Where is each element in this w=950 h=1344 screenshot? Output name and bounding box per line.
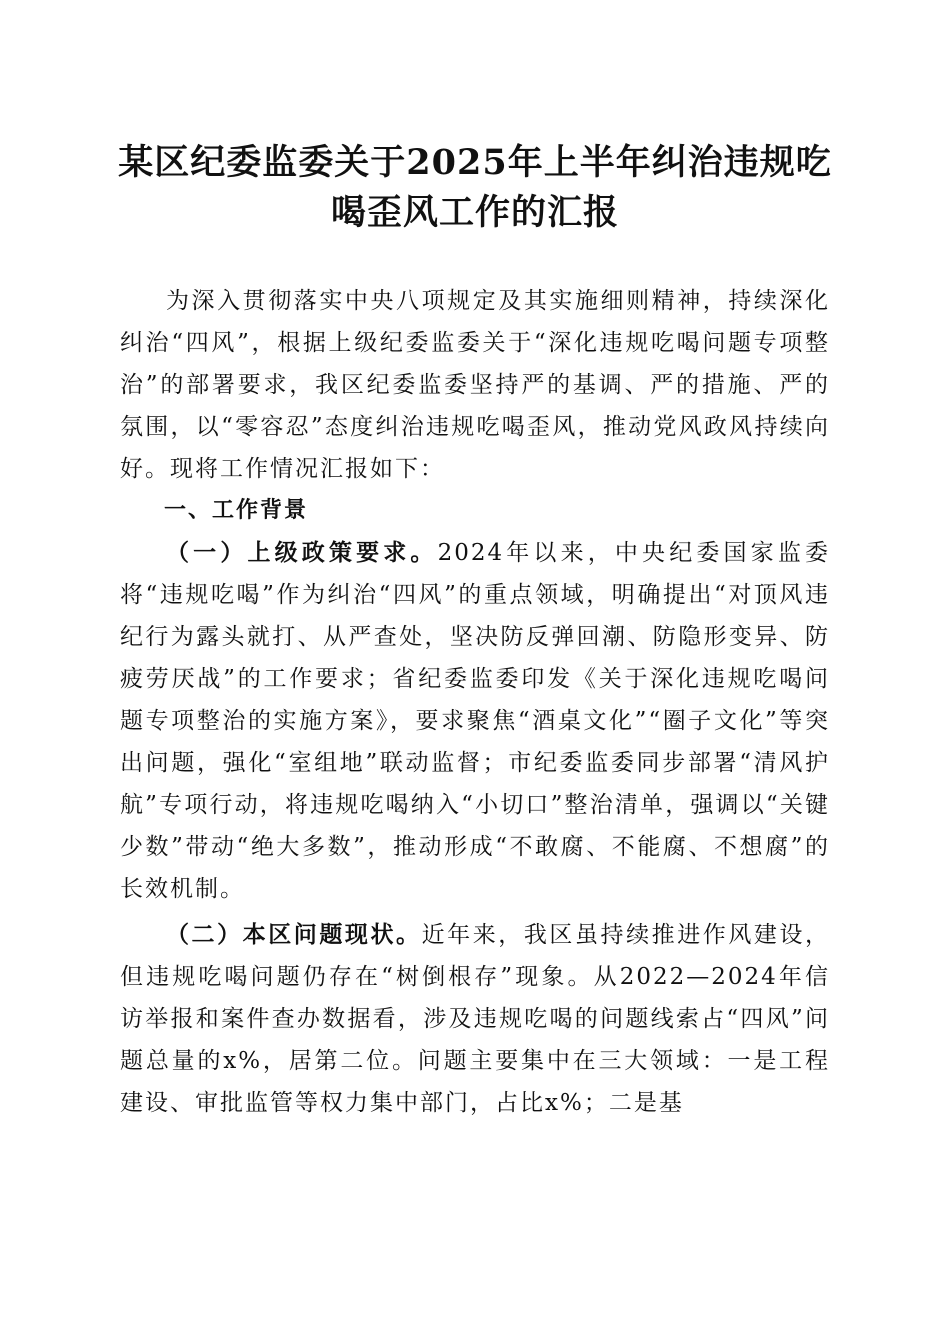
subsection-policy-label: （一）上级政策要求。 (166, 539, 438, 566)
subsection-policy-text: 2024年以来，中央纪委国家监委将“违规吃喝”作为纠治“四风”的重点领域，明确提出“对顶风违纪行为露头就打、从严查处，坚决防反弹回潮、防隐形变异、防疲劳厌战”的工作要求；省纪委监委印发《关于深化违规吃喝问题专项整治的实施方案》，要求聚焦“酒桌文化”“圈子文化”等突出问题，强化“室组地”联动监督；市纪委监委同步部署“清风护航”专项行动，将违规吃喝纳入“小切口”整治清单，强调以“关键少数”带动“绝大多数”，推动形成“不敢腐、不能腐、不想腐”的长效机制。 (120, 540, 830, 902)
title-line-1: 某区纪委监委关于2025年上半年纠治违规吃 (118, 142, 832, 183)
subsection-status-text: 近年来，我区虽持续推进作风建设，但违规吃喝问题仍存在“树倒根存”现象。从2022—2024年信访举报和案件查办数据看，涉及违规吃喝的问题线索占“四风”问题总量的x%，居第二位。问题主要集中在三大领域：一是工程建设、审批监管等权力集中部门，占比x%；二是基 (120, 922, 831, 1116)
document-body (120, 280, 830, 1124)
section-heading-background: 一、工作背景 (164, 498, 309, 523)
subsection-policy-paragraph (120, 532, 830, 910)
subsection-status-label: （二）本区问题现状。 (166, 921, 422, 948)
document-title (100, 138, 850, 238)
title-line-2: 喝歪风工作的汇报 (330, 192, 619, 233)
intro-paragraph: 为深入贯彻落实中央八项规定及其实施细则精神，持续深化纠治“四风”，根据上级纪委监委关于“深化违规吃喝问题专项整治”的部署要求，我区纪委监委坚持严的基调、严的措施、严的氛围，以“零容忍”态度纠治违规吃喝歪风，推动党风政风持续向好。现将工作情况汇报如下： (120, 288, 830, 482)
subsection-status-paragraph (120, 914, 830, 1124)
